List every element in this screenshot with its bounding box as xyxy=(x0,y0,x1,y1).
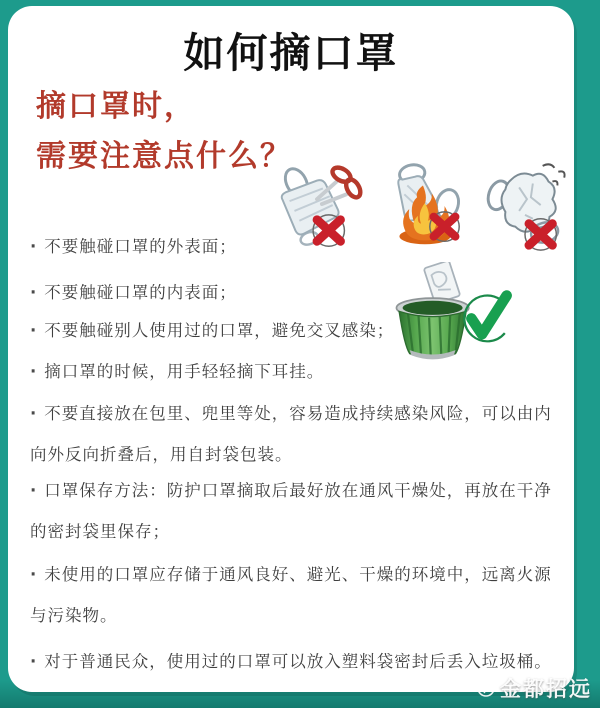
bullet-dot: · xyxy=(30,404,38,423)
bullet-dot: · xyxy=(30,321,38,340)
bullet-dot: · xyxy=(30,481,38,500)
tips-list xyxy=(30,226,568,682)
tip-item-7 xyxy=(30,554,568,636)
watermark-logo-icon xyxy=(476,678,496,698)
tip-text: 对于普通民众，使用过的口罩可以放入塑料袋密封后丢入垃圾桶。 xyxy=(44,652,552,671)
tip-item-3 xyxy=(30,310,568,351)
tip-text: 未使用的口罩应存储于通风良好、避光、干燥的环境中，远离火源与污染物。 xyxy=(30,565,552,625)
bullet-dot: · xyxy=(30,652,38,671)
watermark-text: 金都招远 xyxy=(500,677,592,701)
tip-text: 口罩保存方法：防护口罩摘取后最好放在通风干燥处，再放在干净的密封袋里保存； xyxy=(30,481,552,541)
tip-item-4 xyxy=(30,351,568,392)
question-heading-line2: 需要注意点什么？ xyxy=(36,139,292,174)
tip-text: 不要触碰口罩的外表面； xyxy=(44,237,237,256)
question-heading-line1: 摘口罩时， xyxy=(36,89,196,124)
question-heading xyxy=(36,82,292,182)
tip-item-1 xyxy=(30,226,568,267)
watermark xyxy=(476,673,592,703)
tip-item-2 xyxy=(30,272,568,313)
bullet-dot: · xyxy=(30,283,38,302)
bullet-dot: · xyxy=(30,362,38,381)
tip-text: 不要触碰别人使用过的口罩，避免交叉感染； xyxy=(44,321,395,340)
page-title: 如何摘口罩 xyxy=(183,29,399,77)
bullet-dot: · xyxy=(30,565,38,584)
poster-card xyxy=(8,6,574,692)
tip-text: 不要直接放在包里、兜里等处，容易造成持续感染风险，可以由内向外反向折叠后，用自封袋包装。 xyxy=(30,404,552,464)
bullet-dot: · xyxy=(30,237,38,256)
tip-text: 不要触碰口罩的内表面； xyxy=(44,283,237,302)
tip-text: 摘口罩的时候，用手轻轻摘下耳挂。 xyxy=(44,362,325,381)
tip-item-6 xyxy=(30,470,568,552)
tip-item-5 xyxy=(30,393,568,475)
